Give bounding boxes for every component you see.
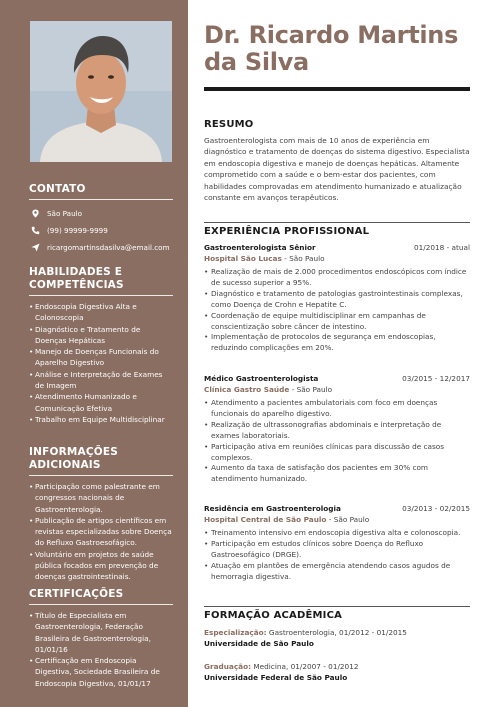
education-entry (204, 627, 470, 649)
additional-list (29, 481, 173, 583)
job-location: - São Paulo (281, 254, 325, 263)
portrait-image (30, 21, 172, 162)
education-entry (204, 661, 470, 683)
skill-item: • Endoscopia Digestiva Alta e Colonoscopia (29, 301, 173, 324)
summary-text: Gastroenterologista com mais de 10 anos de experiência em diagnóstico e tratamento de doenças do sistema digestivo. Especialista em endoscopia digestiva e manejo de doenças hepáticas. Altamente comprometido com a saúde e o bem-estar dos pacientes, com habilidades comprovadas em atendimento humanizado e atualização constante em avanços terapêuticos. (204, 136, 470, 203)
job-bullets (204, 398, 470, 485)
skill-item: • Diagnóstico e Tratamento de Doenças Hepáticas (29, 324, 173, 347)
job-bullet: • Realização de mais de 2.000 procedimentos endoscópicos com índice de sucesso superior a 95%. (204, 267, 470, 289)
certification-item: • Título de Especialista em Gastroenterologia, Federação Brasileira de Gastroenterologia, 01/01/16 (29, 610, 173, 655)
education-institution: Universidade de São Paulo (204, 639, 314, 648)
contact-phone-text: (99) 99999-9999 (47, 226, 108, 235)
job-title: Médico Gastroenterologista (204, 374, 319, 383)
education-heading: FORMAÇÃO ACADÊMICA (204, 606, 470, 622)
skills-list (29, 301, 173, 425)
certifications-section (29, 588, 173, 689)
summary-heading: RESUMO (204, 119, 254, 130)
job-bullet: • Atuação em plantões de emergência atendendo casos agudos de hemorragia digestiva. (204, 561, 470, 583)
job-entry (204, 373, 470, 485)
skill-item: • Trabalho em Equipe Multidisciplinar (29, 414, 173, 425)
certification-item: • Certificação em Endoscopia Digestiva, Sociedade Brasileira de Endoscopia Digestiva, 01/01/17 (29, 655, 173, 689)
job-bullet: • Aumento da taxa de satisfação dos pacientes em 30% com atendimento humanizado. (204, 463, 470, 485)
skill-item: • Atendimento Humanizado e Comunicação Efetiva (29, 391, 173, 414)
education-detail: Medicina, 01/2007 - 01/2012 (251, 662, 359, 671)
job-dates: 03/2015 - 12/2017 (402, 374, 470, 383)
certifications-heading: CERTIFICAÇÕES (29, 588, 173, 605)
contact-email-text[interactable]: ricargomartinsdasilva@email.com (47, 243, 170, 252)
contact-phone (29, 222, 173, 239)
job-bullets (204, 267, 470, 354)
contact-location (29, 205, 173, 222)
education-detail: Gastroenterologia, 01/2012 - 01/2015 (266, 628, 407, 637)
job-location: - São Paulo (326, 515, 370, 524)
name-divider (204, 87, 470, 91)
additional-section (29, 446, 173, 583)
education-institution: Universidade Federal de São Paulo (204, 673, 348, 682)
skills-section (29, 266, 173, 425)
education-section (204, 606, 470, 622)
sidebar (0, 0, 188, 707)
phone-icon (29, 226, 41, 235)
person-name: Dr. Ricardo Martins da Silva (204, 21, 459, 76)
contact-email[interactable] (29, 239, 173, 256)
summary-section (204, 118, 470, 203)
certifications-list (29, 610, 173, 689)
job-bullet: • Participação ativa em reuniões clínicas para discussão de casos complexos. (204, 442, 470, 464)
job-location: - São Paulo (289, 385, 333, 394)
contact-location-text: São Paulo (47, 209, 83, 218)
skills-heading: HABILIDADES E COMPETÊNCIAS (29, 266, 173, 296)
additional-item: • Participação como palestrante em congressos nacionais de Gastroenterologia. (29, 481, 173, 515)
job-bullet: • Atendimento a pacientes ambulatoriais com foco em doenças funcionais do aparelho digestivo. (204, 398, 470, 420)
additional-item: • Publicação de artigos científicos em revistas especializadas sobre Doença do Refluxo Gastroesofágico. (29, 515, 173, 549)
skill-item: • Análise e Interpretação de Exames de Imagem (29, 369, 173, 392)
additional-heading: INFORMAÇÕES ADICIONAIS (29, 446, 173, 476)
job-organization: Hospital São Lucas (204, 254, 282, 263)
job-dates: 01/2018 - atual (413, 243, 470, 252)
experience-section (204, 222, 470, 238)
job-organization: Hospital Central de São Paulo (204, 515, 327, 524)
job-title: Gastroenterologista Sênior (204, 243, 316, 252)
education-degree: Especialização: (204, 628, 267, 637)
job-entry (204, 242, 470, 354)
job-bullets (204, 528, 470, 583)
experience-heading: EXPERIÊNCIA PROFISSIONAL (204, 222, 470, 238)
job-bullet: • Participação em estudos clínicos sobre Doença do Refluxo Gastroesofágico (DRGE). (204, 539, 470, 561)
skill-item: • Manejo de Doenças Funcionais do Aparelho Digestivo (29, 346, 173, 369)
job-bullet: • Treinamento intensivo em endoscopia digestiva alta e colonoscopia. (204, 528, 470, 539)
profile-photo (30, 21, 172, 162)
job-bullet: • Coordenação de equipe multidisciplinar em campanhas de conscientização sobre câncer de intestino. (204, 311, 470, 333)
job-dates: 03/2013 - 02/2015 (402, 504, 470, 513)
job-organization: Clínica Gastro Saúde (204, 385, 290, 394)
location-pin-icon (29, 209, 41, 218)
job-title: Residência em Gastroenterologia (204, 504, 341, 513)
job-bullet: • Diagnóstico e tratamento de patologias gastrointestinais complexas, como Doença de Crohn e Hepatite C. (204, 289, 470, 311)
job-bullet: • Realização de ultrassonografias abdominais e interpretação de exames laboratoriais. (204, 420, 470, 442)
job-entry (204, 503, 470, 583)
contact-heading: CONTATO (29, 183, 173, 200)
contact-section (29, 183, 173, 256)
send-icon (29, 243, 41, 252)
additional-item: • Voluntário em projetos de saúde pública focados em prevenção de doenças gastrointestinais. (29, 549, 173, 583)
job-bullet: • Implementação de protocolos de segurança em endoscopias, reduzindo complicações em 20%. (204, 332, 470, 354)
education-degree: Graduação: (204, 662, 252, 671)
